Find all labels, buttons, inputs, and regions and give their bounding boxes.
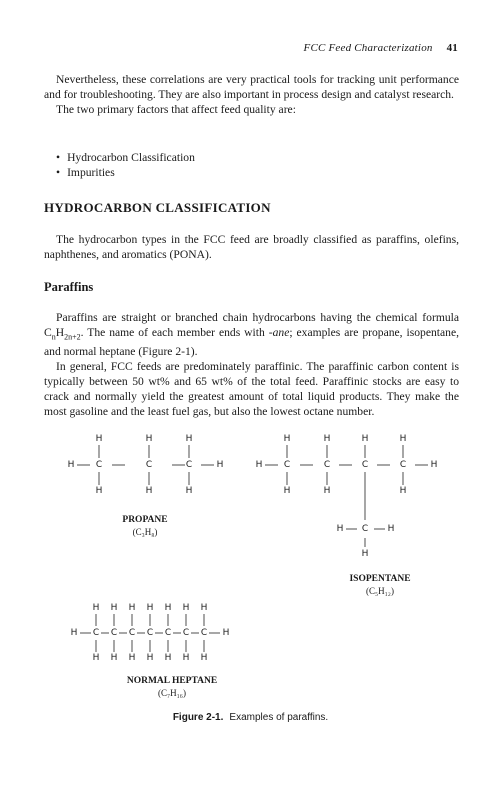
hydrogen-atom: H bbox=[430, 460, 438, 470]
hydrogen-atom: H bbox=[146, 653, 154, 663]
carbon-atom: C bbox=[95, 460, 103, 470]
list-item: • Impurities bbox=[56, 165, 195, 180]
hydrogen-atom: H bbox=[283, 434, 291, 444]
propane-formula: (C₃H₈) bbox=[132, 527, 158, 537]
hydrogen-atom: H bbox=[283, 486, 291, 496]
hydrogen-atom: H bbox=[146, 603, 154, 613]
hydrogen-atom: H bbox=[200, 603, 208, 613]
hydrogen-atom: H bbox=[128, 653, 136, 663]
carbon-atom: C bbox=[361, 524, 369, 534]
isopentane-formula: (C₅H₁₂) bbox=[366, 586, 394, 596]
propane-label: PROPANE bbox=[122, 515, 168, 525]
hydrogen-atom: H bbox=[164, 653, 172, 663]
subsection-heading: Paraffins bbox=[44, 280, 94, 294]
paragraph-1: Nevertheless, these correlations are very practical tools for tracking unit performance and for troubleshooting. They are also important in process design and catalyst research. bbox=[44, 73, 459, 101]
hydrogen-atom: H bbox=[222, 628, 230, 638]
carbon-atom: C bbox=[128, 628, 136, 638]
page-number: 41 bbox=[446, 42, 458, 54]
hydrogen-atom: H bbox=[200, 653, 208, 663]
running-title: FCC Feed Characterization bbox=[303, 42, 433, 54]
hydrogen-atom: H bbox=[387, 524, 395, 534]
hydrogen-atom: H bbox=[399, 434, 407, 444]
hydrogen-atom: H bbox=[95, 434, 103, 444]
hydrogen-atom: H bbox=[110, 603, 118, 613]
hydrogen-atom: H bbox=[70, 628, 78, 638]
carbon-atom: C bbox=[145, 460, 153, 470]
carbon-atom: C bbox=[283, 460, 291, 470]
intro-text bbox=[44, 72, 459, 117]
carbon-atom: C bbox=[164, 628, 172, 638]
hydrogen-atom: H bbox=[361, 434, 369, 444]
hydrogen-atom: H bbox=[145, 486, 153, 496]
heptane-label: NORMAL HEPTANE bbox=[126, 676, 218, 686]
carbon-atom: C bbox=[182, 628, 190, 638]
hydrogen-atom: H bbox=[182, 603, 190, 613]
carbon-atom: C bbox=[146, 628, 154, 638]
hydrogen-atom: H bbox=[92, 653, 100, 663]
carbon-atom: C bbox=[200, 628, 208, 638]
figure-caption bbox=[0, 712, 501, 723]
carbon-atom: C bbox=[323, 460, 331, 470]
paraffins-figure bbox=[0, 425, 501, 710]
hydrogen-atom: H bbox=[323, 486, 331, 496]
hydrogen-atom: H bbox=[128, 603, 136, 613]
hydrogen-atom: H bbox=[216, 460, 224, 470]
carbon-atom: C bbox=[110, 628, 118, 638]
figure-label: Figure 2-1. bbox=[172, 712, 224, 723]
hydrogen-atom: H bbox=[145, 434, 153, 444]
hydrogen-atom: H bbox=[323, 434, 331, 444]
paragraph-4: Paraffins are straight or branched chain hydrocarbons having the chemical formula $C_nH_{2n+2}$. The name of each member ends with -ane; examples are propane, isopentane, and normal heptane (Figure 2-1). bbox=[44, 311, 460, 359]
hydrogen-atom: H bbox=[361, 549, 369, 559]
paragraph-2: The two primary factors that affect feed quality are: bbox=[56, 103, 296, 116]
isopentane-label: ISOPENTANE bbox=[349, 574, 411, 584]
heptane-formula: (C₇H₁₆) bbox=[158, 688, 186, 698]
figure-caption-text: Examples of paraffins. bbox=[229, 712, 329, 723]
factor-list bbox=[56, 150, 195, 180]
hydrogen-atom: H bbox=[185, 486, 193, 496]
hydrogen-atom: H bbox=[336, 524, 344, 534]
hydrogen-atom: H bbox=[182, 653, 190, 663]
carbon-atom: C bbox=[92, 628, 100, 638]
hydrogen-atom: H bbox=[92, 603, 100, 613]
carbon-atom: C bbox=[361, 460, 369, 470]
running-header bbox=[304, 42, 458, 54]
hydrogen-atom: H bbox=[399, 486, 407, 496]
hydrogen-atom: H bbox=[164, 603, 172, 613]
classification-text bbox=[44, 232, 459, 262]
hydrogen-atom: H bbox=[255, 460, 263, 470]
carbon-atom: C bbox=[185, 460, 193, 470]
hydrogen-atom: H bbox=[67, 460, 75, 470]
list-item: • Hydrocarbon Classification bbox=[56, 150, 195, 165]
paragraph-3: The hydrocarbon types in the FCC feed are broadly classified as paraffins, olefins, naphthenes, and aromatics (PONA). bbox=[44, 233, 459, 261]
paraffins-text bbox=[44, 310, 459, 419]
section-heading: HYDROCARBON CLASSIFICATION bbox=[44, 200, 271, 215]
carbon-atom: C bbox=[399, 460, 407, 470]
hydrogen-atom: H bbox=[185, 434, 193, 444]
paragraph-5: In general, FCC feeds are predominately paraffinic. The paraffinic carbon content is typically between 50 wt% and 65 wt% of the total feed. Paraffinic stocks are easy to crack and normally yield the greatest amount of total liquid products. They make the most gasoline and the least fuel gas, but also the lowest octane number. bbox=[44, 360, 459, 419]
hydrogen-atom: H bbox=[110, 653, 118, 663]
hydrogen-atom: H bbox=[95, 486, 103, 496]
